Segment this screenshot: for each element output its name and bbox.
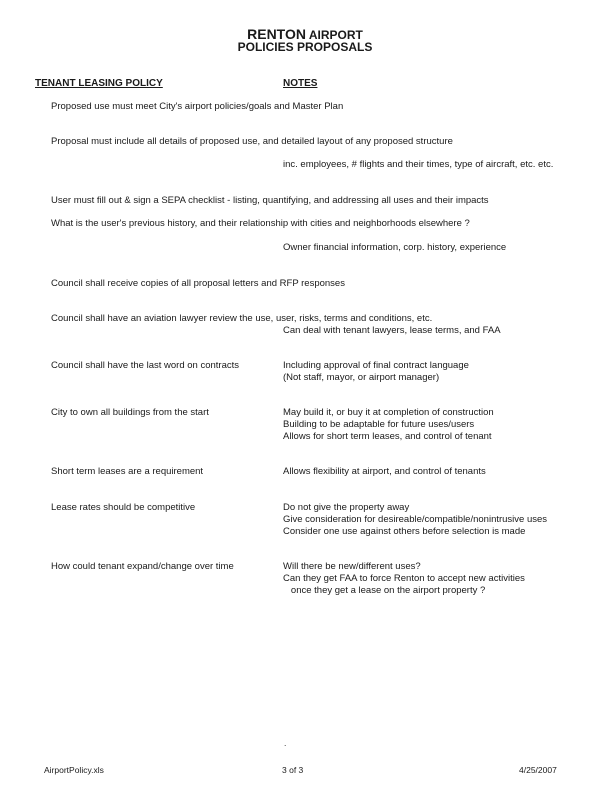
policy-note: Give consideration for desireable/compatible/nonintrusive uses xyxy=(283,514,548,525)
footer-filename: AirportPolicy.xls xyxy=(44,765,104,775)
policy-item: Short term leases are a requirement xyxy=(51,466,204,477)
policy-item: User must fill out & sign a SEPA checklist - listing, quantifying, and addressing all uses and their impacts xyxy=(51,195,489,206)
page-subtitle: POLICIES PROPOSALS xyxy=(237,40,373,54)
stray-mark: . xyxy=(284,738,287,748)
policy-note: Allows for short term leases, and control of tenant xyxy=(283,431,492,442)
policy-note: once they get a lease on the airport property ? xyxy=(283,585,486,596)
policy-note: Can deal with tenant lawyers, lease terms, and FAA xyxy=(283,325,501,336)
footer-date: 4/25/2007 xyxy=(519,765,557,775)
column-header-notes: NOTES xyxy=(283,78,318,89)
policy-note: inc. employees, # flights and their times, type of aircraft, etc. etc. xyxy=(283,159,554,170)
policy-note: Will there be new/different uses? xyxy=(283,561,421,572)
title-renton: RENTON xyxy=(247,26,306,42)
policy-item: Proposal must include all details of proposed use, and detailed layout of any proposed structure xyxy=(51,136,453,147)
policy-note: Building to be adaptable for future uses/users xyxy=(283,419,475,430)
column-header-policy: TENANT LEASING POLICY xyxy=(35,78,163,89)
policy-item: Proposed use must meet City's airport policies/goals and Master Plan xyxy=(51,101,344,112)
policy-item: Council shall receive copies of all proposal letters and RFP responses xyxy=(51,278,345,289)
policy-item: Council shall have an aviation lawyer review the use, user, risks, terms and conditions, etc. xyxy=(51,313,433,324)
policy-note: Can they get FAA to force Renton to accept new activities xyxy=(283,573,525,584)
policy-note: Including approval of final contract language xyxy=(283,360,469,371)
policy-note: May build it, or buy it at completion of construction xyxy=(283,407,494,418)
policy-note: Allows flexibility at airport, and control of tenants xyxy=(283,466,486,477)
policy-item: How could tenant expand/change over time xyxy=(51,561,234,572)
title-airport: AIRPORT xyxy=(308,28,363,42)
policy-item: City to own all buildings from the start xyxy=(51,407,209,418)
footer-page-number: 3 of 3 xyxy=(282,765,304,775)
policy-note: Do not give the property away xyxy=(283,502,410,513)
policy-item: What is the user's previous history, and their relationship with cities and neighborhoods elsewhere ? xyxy=(51,218,470,229)
policy-item: Lease rates should be competitive xyxy=(51,502,196,513)
policy-note: (Not staff, mayor, or airport manager) xyxy=(283,372,440,383)
policy-note: Owner financial information, corp. history, experience xyxy=(283,242,507,253)
policy-item: Council shall have the last word on contracts xyxy=(51,360,239,371)
policy-note: Consider one use against others before selection is made xyxy=(283,526,526,537)
